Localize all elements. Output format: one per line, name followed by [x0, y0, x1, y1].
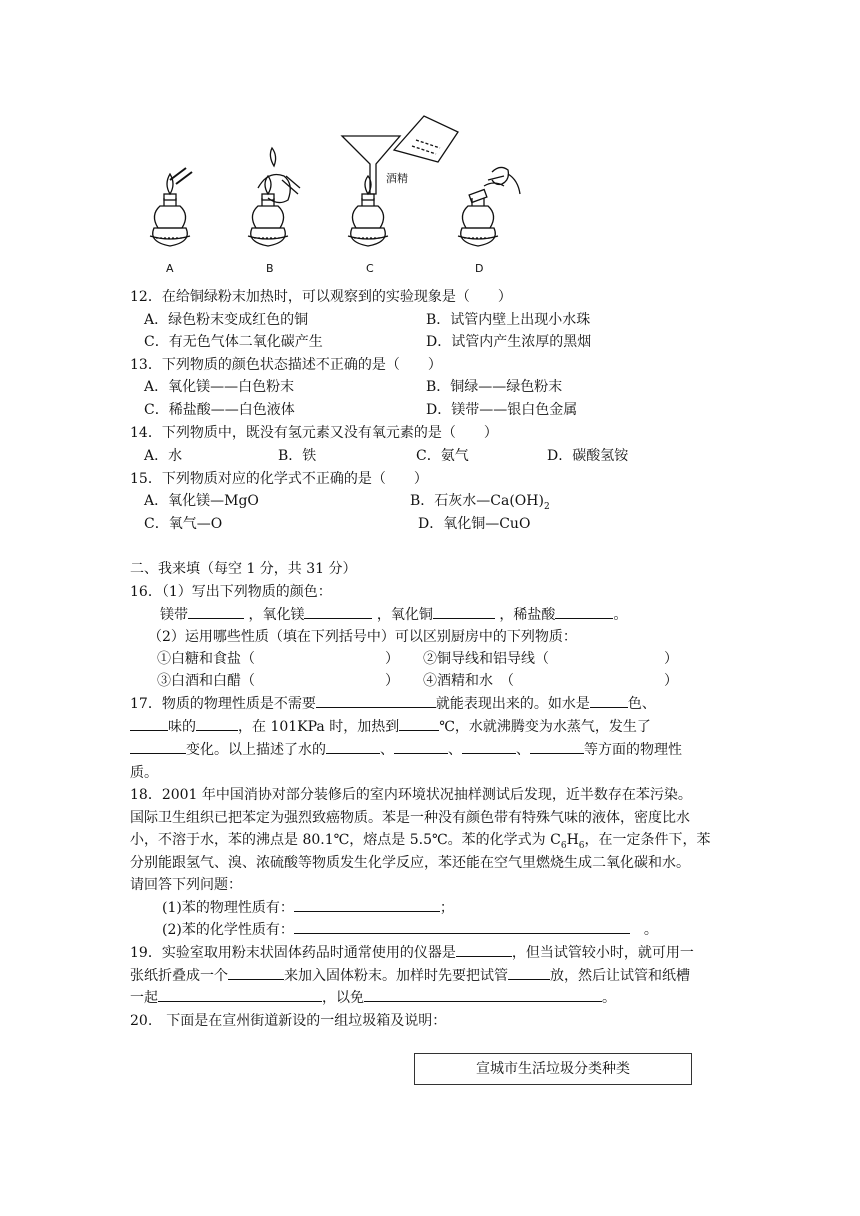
q16-pair-2-close: ）: [664, 651, 678, 667]
answer-blank[interactable]: [294, 897, 440, 912]
q12-option-c: C．有无色气体二氧化碳产生: [144, 334, 323, 350]
q13-stem: 13．下列物质的颜色状态描述不正确的是（ ）: [130, 357, 442, 373]
answer-blank[interactable]: [228, 965, 284, 980]
q18-line-4: 分别能跟氢气、溴、浓硫酸等物质发生化学反应，苯还能在空气里燃烧生成二氧化碳和水。: [130, 855, 690, 871]
answer-blank[interactable]: [530, 739, 584, 754]
q15-option-d: D．氧化铜—CuO: [418, 516, 531, 532]
q16-colors-row: 镁带 ，氧化镁 ，氧化铜 ，稀盐酸 。: [160, 604, 627, 624]
answer-blank[interactable]: [590, 693, 628, 708]
q20-stem: 20. 下面是在宣州街道新设的一组垃圾箱及说明：: [130, 1013, 447, 1029]
lamp-a-drawing: [150, 168, 192, 246]
answer-blank[interactable]: [304, 604, 372, 619]
lamp-d-drawing: [458, 167, 520, 246]
answer-blank[interactable]: [394, 739, 448, 754]
answer-blank[interactable]: [508, 965, 550, 980]
garbage-category-box: 宣城市生活垃圾分类种类: [414, 1053, 692, 1085]
figure-label-d: D: [475, 262, 484, 275]
alcohol-label: 酒精: [386, 172, 408, 185]
answer-blank[interactable]: [433, 604, 495, 619]
q16-pair-2: ②铜导线和铝导线（: [423, 651, 549, 667]
q14-option-a: A．水: [144, 448, 183, 464]
q16-pair-3-close: ）: [385, 673, 399, 689]
q18-line-2: 国际卫生组织已把苯定为强烈致癌物质。苯是一种没有颜色带有特殊气味的液体，密度比水: [130, 810, 690, 826]
q19-line-1: 19．实验室取用粉末状固体药品时通常使用的仪器是 ，但当试管较小时，就可用一: [130, 942, 694, 962]
q17-line-4: 质。: [130, 765, 158, 781]
q14-option-c: C．氨气: [416, 448, 469, 464]
q12-stem: 12．在给铜绿粉末加热时，可以观察到的实验现象是（ ）: [130, 289, 512, 305]
q16-pair-4: ④酒精和水 （: [423, 673, 514, 689]
q18-answer-2: (2)苯的化学性质有： 。: [162, 919, 658, 939]
q18-answer-1: (1)苯的物理性质有： ；: [162, 897, 454, 917]
answer-blank[interactable]: [399, 716, 439, 731]
answer-blank[interactable]: [316, 693, 436, 708]
q13-option-c: C．稀盐酸——白色液体: [144, 402, 295, 418]
answer-blank[interactable]: [294, 919, 630, 934]
q16-stem: 16．（1）写出下列物质的颜色：: [130, 584, 332, 600]
q14-option-b: B．铁: [278, 448, 317, 464]
answer-blank[interactable]: [462, 739, 516, 754]
q18-line-3: 小，不溶于水，苯的沸点是 80.1℃，熔点是 5.5℃。苯的化学式为 $C_6H_6$，在一定条件下，苯: [130, 832, 711, 851]
q13-option-b: B．铜绿——绿色粉末: [426, 379, 563, 395]
q18-line-1: 18．2001 年中国消协对部分装修后的室内环境状况抽样测试后发现，近半数存在苯污染。: [130, 787, 692, 803]
q16-pair-1: ①白糖和食盐（: [157, 651, 255, 667]
q14-stem: 14．下列物质中，既没有氢元素又没有氧元素的是（ ）: [130, 425, 498, 441]
lamp-b-drawing: [248, 148, 300, 246]
answer-blank[interactable]: [188, 604, 244, 619]
q12-option-d: D．试管内产生浓厚的黑烟: [426, 334, 592, 350]
q12-option-a: A．绿色粉末变成红色的铜: [144, 312, 309, 328]
q13-option-a: A．氧化镁——白色粉末: [144, 379, 295, 395]
q16-pair-4-close: ）: [664, 673, 678, 689]
q19-line-3: 一起 ，以免 。: [130, 987, 616, 1007]
q16-pair-3: ③白酒和白醋（: [157, 673, 255, 689]
section-2-title: 二、我来填（每空 1 分，共 31 分）: [130, 561, 357, 577]
q15-option-c: C．氧气—O: [144, 516, 223, 532]
q14-option-d: D．碳酸氢铵: [547, 448, 629, 464]
answer-blank[interactable]: [456, 942, 512, 957]
answer-blank[interactable]: [130, 716, 168, 731]
q13-option-d: D．镁带——银白色金属: [426, 402, 578, 418]
alcohol-lamp-figure: [130, 110, 550, 285]
q19-line-2: 张纸折叠成一个 来加入固体粉末。加样时先要把试管 放，然后让试管和纸槽: [130, 965, 690, 985]
answer-blank[interactable]: [555, 604, 613, 619]
figure-label-a: A: [166, 262, 174, 275]
figure-label-c: C: [366, 262, 374, 275]
q15-option-b: B．石灰水$—Ca(OH)_2$: [410, 493, 550, 512]
q17-line-2: 味的 ，在 101KPa 时，加热到 ℃，水就沸腾变为水蒸气，发生了: [130, 716, 651, 736]
answer-blank[interactable]: [364, 987, 602, 1002]
figure-label-b: B: [266, 262, 274, 275]
q17-line-1: 17．物质的物理性质是不需要 就能表现出来的。如水是 色、: [130, 693, 656, 713]
q16-sub2: （2）运用哪些性质（填在下列括号中）可以区别厨房中的下列物质：: [148, 629, 577, 645]
q16-pair-1-close: ）: [385, 651, 399, 667]
q17-line-3: 变化。以上描述了水的 、 、 、 等方面的物理性: [130, 739, 682, 759]
answer-blank[interactable]: [130, 739, 186, 754]
answer-blank[interactable]: [158, 987, 322, 1002]
q15-option-a: A．氧化镁—MgO: [144, 493, 259, 509]
q18-line-5: 请回答下列问题：: [130, 877, 242, 893]
answer-blank[interactable]: [326, 739, 380, 754]
q12-option-b: B．试管内壁上出现小水珠: [426, 312, 591, 328]
q15-stem: 15．下列物质对应的化学式不正确的是（ ）: [130, 471, 428, 487]
answer-blank[interactable]: [196, 716, 238, 731]
